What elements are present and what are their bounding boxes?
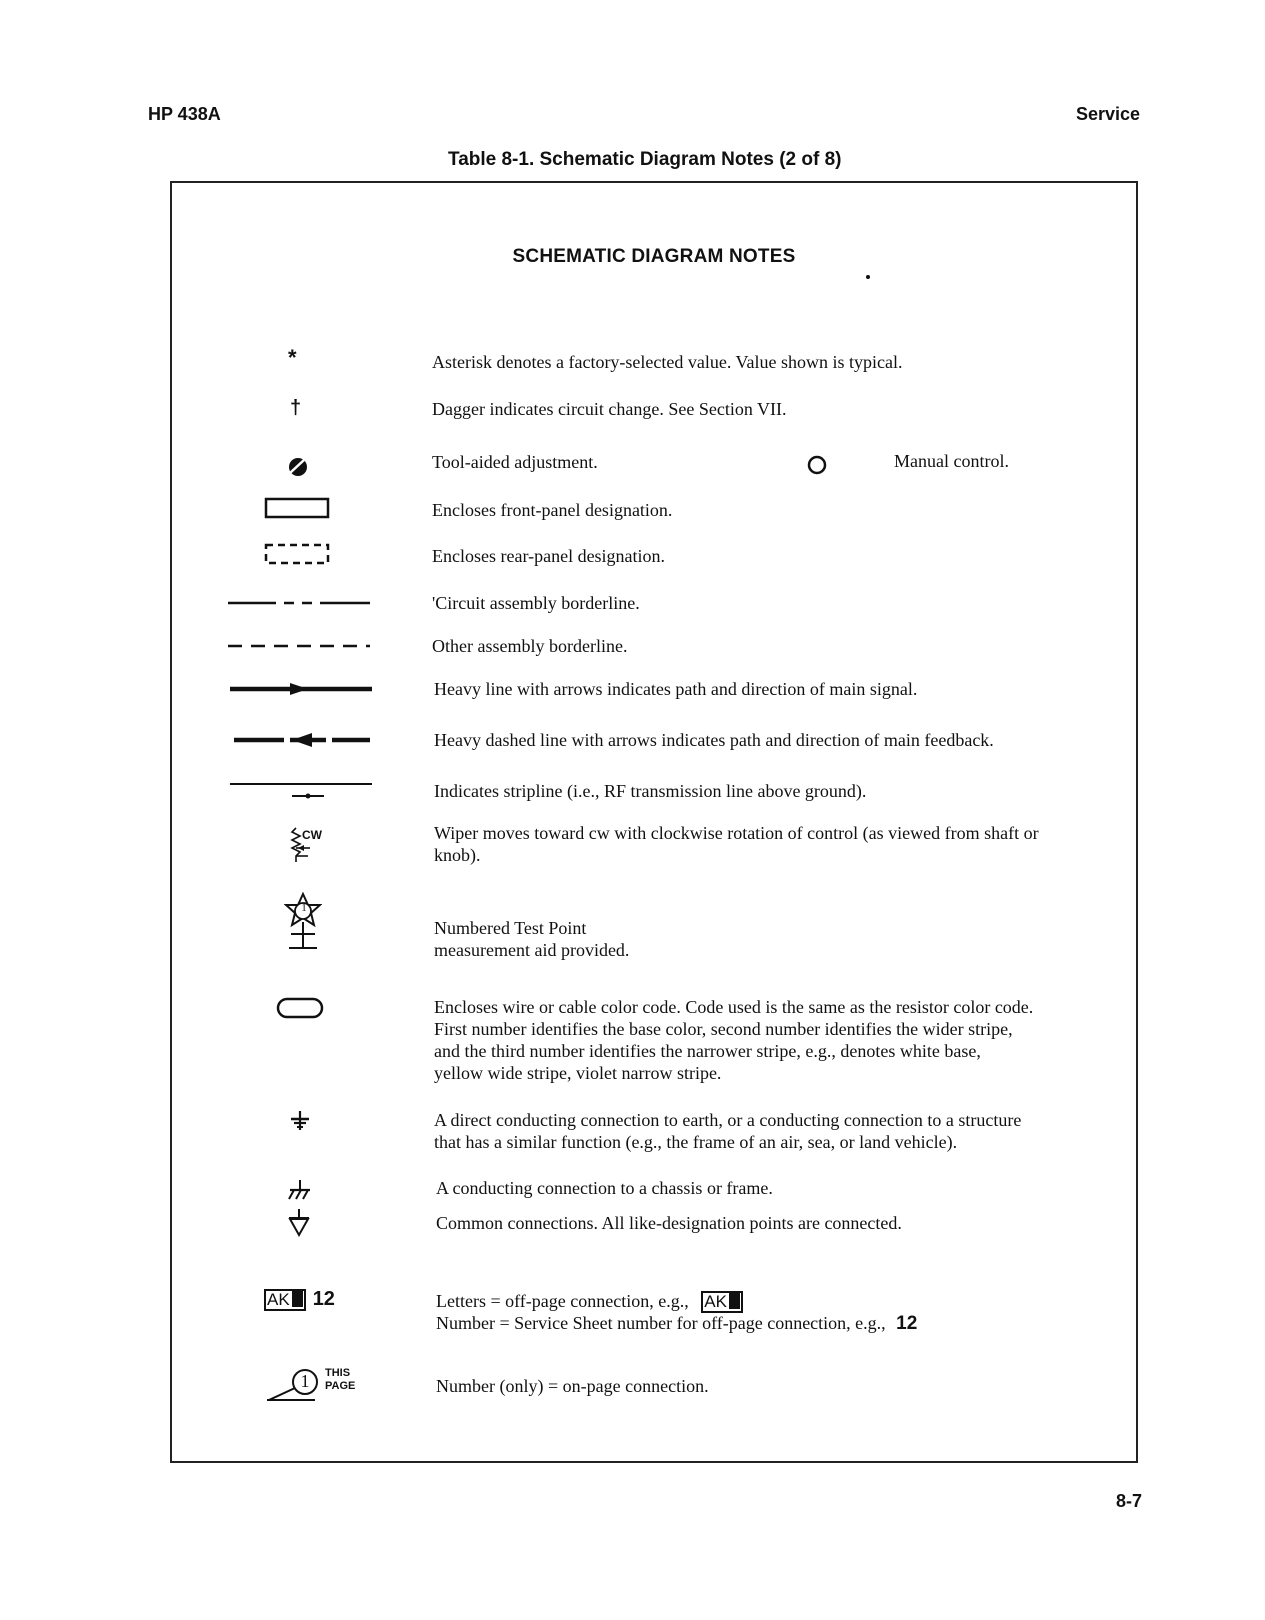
main-signal-arrow-icon [228, 680, 374, 698]
dagger-symbol: † [290, 397, 302, 419]
note-color-code-line3: and the third number identifies the narrower stripe, e.g., denotes white base, [434, 1041, 981, 1061]
stripline-icon [228, 781, 374, 805]
asterisk-symbol: * [288, 345, 297, 370]
front-panel-box-icon [264, 496, 332, 522]
test-point-icon [284, 892, 322, 950]
chassis-ground-icon [286, 1178, 312, 1202]
manual-control-icon [806, 454, 828, 476]
onpage-label-line2: PAGE [325, 1380, 356, 1392]
note-asterisk: Asterisk denotes a factory-selected value. Value shown is typical. [432, 352, 903, 372]
stray-dot [866, 275, 870, 279]
note-common: Common connections. All like-designation points are connected. [436, 1213, 902, 1233]
table-title: Table 8-1. Schematic Diagram Notes (2 of 8) [448, 149, 842, 170]
note-offpage-number [436, 1312, 917, 1335]
notes-heading: SCHEMATIC DIAGRAM NOTES [512, 246, 796, 267]
test-point-number: 1 [301, 902, 307, 914]
header-section: Service [1075, 104, 1140, 124]
note-color-code-line2: First number identifies the base color, second number identifies the wider stripe, [434, 1019, 1013, 1039]
circuit-borderline-icon [226, 598, 372, 608]
note-test-point-line2: measurement aid provided. [434, 940, 630, 960]
note-main-feedback: Heavy dashed line with arrows indicates path and direction of main feedback. [434, 730, 994, 750]
earth-ground-icon [290, 1110, 310, 1132]
note-other-border: Other assembly borderline. [432, 636, 628, 656]
note-test-point-line1: Numbered Test Point [434, 918, 587, 938]
note-color-code-line4: yellow wide stripe, violet narrow stripe. [434, 1063, 722, 1083]
note-color-code-line1: Encloses wire or cable color code. Code used is the same as the resistor color code. [434, 997, 1034, 1017]
rear-panel-dashed-box-icon [264, 542, 332, 568]
note-wiper-line1: Wiper moves toward cw with clockwise rotation of control (as viewed from shaft or [434, 823, 1039, 843]
note-dagger: Dagger indicates circuit change. See Section VII. [432, 399, 787, 419]
note-main-signal: Heavy line with arrows indicates path and direction of main signal. [434, 679, 918, 699]
color-code-rounded-box-icon [276, 996, 326, 1022]
onpage-label-line1: THIS [325, 1367, 351, 1379]
note-wiper-line2: knob). [434, 845, 481, 865]
note-offpage-letters-text: Letters = off-page connection, e.g., [436, 1291, 689, 1311]
onpage-number: 1 [300, 1371, 310, 1391]
note-stripline: Indicates stripline (i.e., RF transmission line above ground). [434, 781, 867, 801]
common-connection-icon [287, 1208, 311, 1238]
note-manual-control: Manual control. [894, 451, 1009, 471]
other-borderline-icon [226, 641, 372, 651]
note-circuit-border: 'Circuit assembly borderline. [432, 593, 640, 613]
main-feedback-arrow-icon [232, 731, 378, 749]
offpage-sheet-number: 12 [312, 1288, 335, 1310]
offpage-connection-symbol [264, 1288, 335, 1311]
offpage-code: AK [267, 1290, 290, 1309]
note-chassis: A conducting connection to a chassis or frame. [436, 1178, 773, 1198]
note-earth-line1: A direct conducting connection to earth, or a conducting connection to a structure [434, 1110, 1022, 1130]
note-rear-panel: Encloses rear-panel designation. [432, 546, 666, 566]
note-earth-line2: that has a similar function (e.g., the frame of an air, sea, or land vehicle). [434, 1132, 958, 1152]
onpage-label [325, 1367, 355, 1393]
note-offpage-letters [436, 1290, 743, 1313]
page-number: 8-7 [1115, 1491, 1142, 1511]
offpage-example-box [701, 1291, 743, 1313]
note-front-panel: Encloses front-panel designation. [432, 500, 673, 520]
offpage-code-box [264, 1289, 306, 1311]
note-tool-aided: Tool-aided adjustment. [432, 452, 598, 472]
offpage-example-code: AK [704, 1292, 727, 1311]
note-offpage-number-text: Number = Service Sheet number for off-page connection, e.g., [436, 1313, 886, 1333]
wiper-cw-label: CW [302, 828, 322, 842]
header-model: HP 438A [148, 104, 221, 124]
offpage-example-sheet: 12 [896, 1313, 918, 1334]
note-onpage: Number (only) = on-page connection. [436, 1376, 709, 1396]
tool-aided-adjustment-icon [287, 456, 309, 478]
